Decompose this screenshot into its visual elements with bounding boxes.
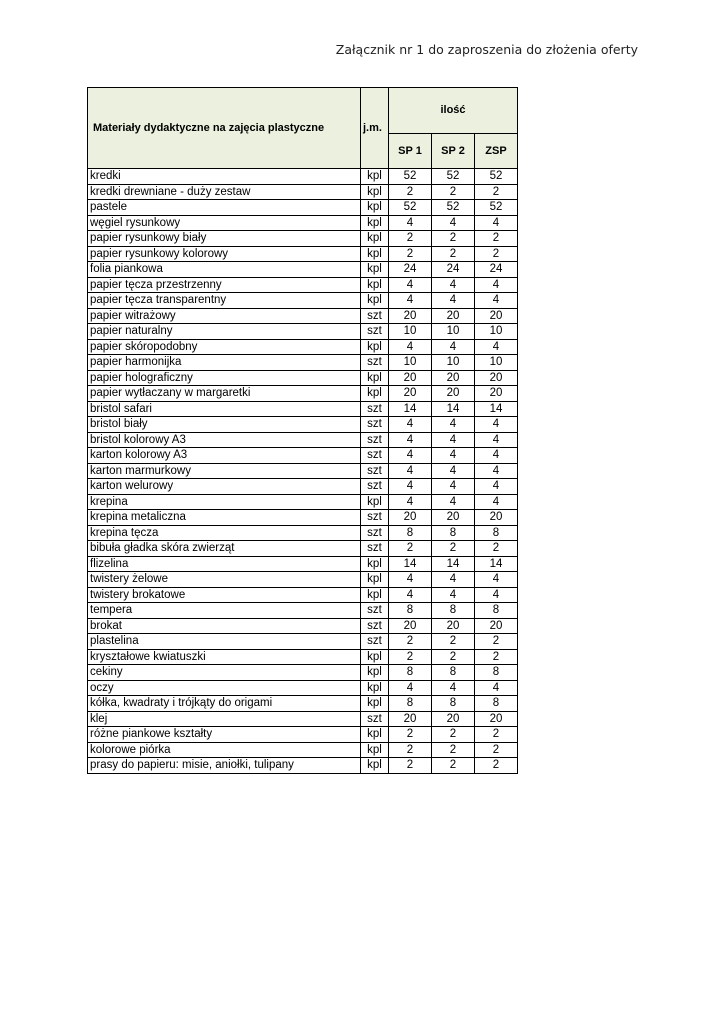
cell-material-name: karton kolorowy A3 [88, 448, 361, 464]
cell-qty-zsp: 20 [475, 370, 518, 386]
column-header-sp1: SP 1 [389, 133, 432, 168]
cell-qty-zsp: 2 [475, 246, 518, 262]
table-row [88, 432, 518, 448]
table-row [88, 417, 518, 433]
cell-material-name: pastele [88, 200, 361, 216]
table-row [88, 479, 518, 495]
cell-material-name: kryształowe kwiatuszki [88, 649, 361, 665]
cell-qty-sp1: 20 [389, 370, 432, 386]
table-row [88, 727, 518, 743]
cell-qty-zsp: 2 [475, 727, 518, 743]
cell-qty-zsp: 20 [475, 510, 518, 526]
cell-qty-sp1: 2 [389, 246, 432, 262]
table-row [88, 556, 518, 572]
materials-table [87, 87, 518, 774]
cell-unit: szt [361, 463, 389, 479]
cell-qty-sp1: 10 [389, 355, 432, 371]
table-row [88, 401, 518, 417]
cell-qty-sp1: 20 [389, 386, 432, 402]
cell-unit: kpl [361, 572, 389, 588]
cell-qty-sp1: 4 [389, 215, 432, 231]
cell-qty-sp2: 2 [432, 742, 475, 758]
cell-material-name: brokat [88, 618, 361, 634]
cell-qty-sp1: 8 [389, 696, 432, 712]
cell-qty-sp2: 20 [432, 386, 475, 402]
table-row [88, 572, 518, 588]
cell-qty-zsp: 4 [475, 494, 518, 510]
cell-qty-sp1: 2 [389, 541, 432, 557]
table-row [88, 587, 518, 603]
table-row [88, 665, 518, 681]
cell-material-name: folia piankowa [88, 262, 361, 278]
cell-material-name: kolorowe piórka [88, 742, 361, 758]
column-header-sp2: SP 2 [432, 133, 475, 168]
table-body [88, 169, 518, 774]
cell-unit: kpl [361, 587, 389, 603]
cell-qty-zsp: 2 [475, 634, 518, 650]
cell-qty-sp1: 8 [389, 525, 432, 541]
cell-qty-sp2: 2 [432, 727, 475, 743]
cell-qty-zsp: 2 [475, 649, 518, 665]
cell-qty-zsp: 8 [475, 665, 518, 681]
cell-qty-zsp: 10 [475, 324, 518, 340]
cell-unit: szt [361, 510, 389, 526]
cell-qty-zsp: 4 [475, 463, 518, 479]
cell-unit: kpl [361, 277, 389, 293]
table-row [88, 184, 518, 200]
cell-qty-sp2: 20 [432, 618, 475, 634]
cell-unit: kpl [361, 200, 389, 216]
cell-unit: kpl [361, 727, 389, 743]
cell-qty-sp2: 10 [432, 355, 475, 371]
cell-qty-zsp: 4 [475, 417, 518, 433]
cell-material-name: kredki drewniane - duży zestaw [88, 184, 361, 200]
table-row [88, 711, 518, 727]
cell-qty-zsp: 20 [475, 618, 518, 634]
cell-qty-sp1: 2 [389, 649, 432, 665]
cell-qty-zsp: 4 [475, 587, 518, 603]
cell-qty-sp2: 20 [432, 308, 475, 324]
cell-qty-zsp: 4 [475, 215, 518, 231]
cell-material-name: krepina metaliczna [88, 510, 361, 526]
cell-qty-zsp: 4 [475, 432, 518, 448]
cell-unit: szt [361, 355, 389, 371]
table-row [88, 370, 518, 386]
cell-unit: kpl [361, 758, 389, 774]
cell-qty-zsp: 2 [475, 541, 518, 557]
cell-material-name: twistery żelowe [88, 572, 361, 588]
cell-unit: kpl [361, 215, 389, 231]
cell-material-name: bristol biały [88, 417, 361, 433]
cell-qty-sp2: 4 [432, 463, 475, 479]
cell-material-name: krepina [88, 494, 361, 510]
cell-unit: kpl [361, 231, 389, 247]
cell-qty-sp1: 8 [389, 665, 432, 681]
cell-material-name: papier rysunkowy kolorowy [88, 246, 361, 262]
cell-material-name: klej [88, 711, 361, 727]
cell-material-name: papier wytłaczany w margaretki [88, 386, 361, 402]
cell-qty-sp1: 2 [389, 758, 432, 774]
table-row [88, 324, 518, 340]
cell-qty-sp2: 4 [432, 448, 475, 464]
cell-unit: szt [361, 711, 389, 727]
table-row [88, 339, 518, 355]
cell-material-name: karton marmurkowy [88, 463, 361, 479]
cell-material-name: prasy do papieru: misie, aniołki, tulipany [88, 758, 361, 774]
cell-material-name: węgiel rysunkowy [88, 215, 361, 231]
table-row [88, 246, 518, 262]
cell-qty-sp1: 24 [389, 262, 432, 278]
cell-unit: kpl [361, 293, 389, 309]
cell-qty-zsp: 8 [475, 603, 518, 619]
cell-material-name: bristol kolorowy A3 [88, 432, 361, 448]
cell-unit: szt [361, 618, 389, 634]
cell-material-name: papier skóropodobny [88, 339, 361, 355]
cell-qty-sp2: 2 [432, 184, 475, 200]
table-row [88, 463, 518, 479]
cell-qty-sp1: 4 [389, 680, 432, 696]
cell-qty-sp1: 4 [389, 277, 432, 293]
cell-unit: szt [361, 448, 389, 464]
cell-qty-zsp: 20 [475, 308, 518, 324]
cell-qty-sp2: 8 [432, 665, 475, 681]
cell-qty-sp1: 4 [389, 339, 432, 355]
cell-qty-sp2: 4 [432, 417, 475, 433]
cell-qty-sp1: 4 [389, 432, 432, 448]
cell-unit: kpl [361, 169, 389, 185]
cell-qty-sp1: 14 [389, 401, 432, 417]
cell-qty-sp1: 20 [389, 711, 432, 727]
cell-material-name: papier harmonijka [88, 355, 361, 371]
table-row [88, 169, 518, 185]
cell-qty-sp2: 8 [432, 525, 475, 541]
cell-qty-sp2: 4 [432, 680, 475, 696]
cell-qty-sp2: 4 [432, 293, 475, 309]
cell-qty-zsp: 20 [475, 386, 518, 402]
cell-qty-zsp: 4 [475, 680, 518, 696]
cell-qty-sp1: 52 [389, 169, 432, 185]
cell-qty-sp2: 8 [432, 696, 475, 712]
cell-unit: kpl [361, 680, 389, 696]
cell-qty-sp2: 20 [432, 370, 475, 386]
cell-unit: szt [361, 541, 389, 557]
cell-qty-sp1: 4 [389, 479, 432, 495]
cell-material-name: papier holograficzny [88, 370, 361, 386]
cell-material-name: tempera [88, 603, 361, 619]
cell-qty-sp2: 14 [432, 556, 475, 572]
cell-qty-zsp: 52 [475, 200, 518, 216]
cell-unit: szt [361, 401, 389, 417]
cell-material-name: papier naturalny [88, 324, 361, 340]
cell-qty-zsp: 4 [475, 572, 518, 588]
cell-unit: kpl [361, 696, 389, 712]
cell-qty-sp2: 4 [432, 215, 475, 231]
table-row [88, 680, 518, 696]
cell-qty-sp2: 4 [432, 572, 475, 588]
cell-unit: kpl [361, 556, 389, 572]
cell-qty-sp2: 2 [432, 649, 475, 665]
cell-material-name: kredki [88, 169, 361, 185]
cell-qty-sp2: 4 [432, 339, 475, 355]
cell-qty-zsp: 52 [475, 169, 518, 185]
cell-material-name: flizelina [88, 556, 361, 572]
cell-qty-zsp: 4 [475, 448, 518, 464]
cell-unit: kpl [361, 386, 389, 402]
cell-unit: szt [361, 603, 389, 619]
cell-qty-zsp: 4 [475, 339, 518, 355]
cell-unit: szt [361, 432, 389, 448]
cell-qty-sp1: 2 [389, 634, 432, 650]
cell-qty-sp1: 4 [389, 572, 432, 588]
column-header-quantity: ilość [389, 88, 518, 134]
cell-qty-zsp: 4 [475, 277, 518, 293]
cell-qty-zsp: 4 [475, 293, 518, 309]
cell-qty-sp2: 24 [432, 262, 475, 278]
cell-qty-sp2: 20 [432, 711, 475, 727]
cell-qty-sp2: 4 [432, 587, 475, 603]
cell-material-name: twistery brokatowe [88, 587, 361, 603]
cell-unit: szt [361, 417, 389, 433]
cell-unit: kpl [361, 370, 389, 386]
cell-qty-sp1: 10 [389, 324, 432, 340]
column-header-zsp: ZSP [475, 133, 518, 168]
cell-qty-sp2: 2 [432, 246, 475, 262]
cell-unit: szt [361, 324, 389, 340]
cell-qty-sp1: 2 [389, 742, 432, 758]
cell-unit: kpl [361, 742, 389, 758]
cell-qty-sp2: 10 [432, 324, 475, 340]
cell-qty-zsp: 4 [475, 479, 518, 495]
cell-unit: kpl [361, 184, 389, 200]
cell-unit: kpl [361, 649, 389, 665]
table-row [88, 277, 518, 293]
cell-qty-zsp: 2 [475, 231, 518, 247]
cell-qty-zsp: 24 [475, 262, 518, 278]
cell-qty-sp1: 20 [389, 510, 432, 526]
cell-qty-sp1: 4 [389, 417, 432, 433]
cell-material-name: papier witrażowy [88, 308, 361, 324]
cell-qty-zsp: 2 [475, 184, 518, 200]
cell-qty-sp1: 20 [389, 308, 432, 324]
table-row [88, 215, 518, 231]
table-row [88, 293, 518, 309]
cell-qty-sp1: 4 [389, 448, 432, 464]
cell-material-name: bibuła gładka skóra zwierząt [88, 541, 361, 557]
cell-unit: kpl [361, 246, 389, 262]
cell-unit: szt [361, 479, 389, 495]
cell-material-name: różne piankowe kształty [88, 727, 361, 743]
cell-qty-sp2: 52 [432, 169, 475, 185]
table-row [88, 200, 518, 216]
cell-qty-sp1: 2 [389, 184, 432, 200]
cell-qty-sp1: 8 [389, 603, 432, 619]
table-row [88, 541, 518, 557]
cell-material-name: bristol safari [88, 401, 361, 417]
cell-qty-sp2: 4 [432, 432, 475, 448]
column-header-materials: Materiały dydaktyczne na zajęcia plastyczne [88, 88, 361, 169]
cell-material-name: papier tęcza przestrzenny [88, 277, 361, 293]
cell-qty-sp2: 2 [432, 758, 475, 774]
table-row [88, 649, 518, 665]
cell-qty-sp1: 2 [389, 727, 432, 743]
cell-qty-sp2: 52 [432, 200, 475, 216]
cell-qty-sp1: 52 [389, 200, 432, 216]
cell-unit: szt [361, 525, 389, 541]
cell-unit: kpl [361, 665, 389, 681]
table-row [88, 386, 518, 402]
cell-qty-sp1: 4 [389, 587, 432, 603]
cell-material-name: plastelina [88, 634, 361, 650]
cell-material-name: kółka, kwadraty i trójkąty do origami [88, 696, 361, 712]
table-header [88, 88, 518, 169]
cell-qty-sp2: 14 [432, 401, 475, 417]
cell-unit: kpl [361, 262, 389, 278]
cell-qty-sp1: 4 [389, 463, 432, 479]
cell-qty-sp1: 4 [389, 293, 432, 309]
cell-qty-sp2: 2 [432, 541, 475, 557]
cell-qty-zsp: 2 [475, 742, 518, 758]
cell-qty-sp2: 4 [432, 494, 475, 510]
table-row [88, 355, 518, 371]
cell-material-name: krepina tęcza [88, 525, 361, 541]
table-row [88, 448, 518, 464]
cell-material-name: oczy [88, 680, 361, 696]
table-row [88, 525, 518, 541]
cell-qty-sp2: 2 [432, 231, 475, 247]
cell-qty-zsp: 14 [475, 401, 518, 417]
cell-qty-sp1: 20 [389, 618, 432, 634]
cell-qty-sp1: 2 [389, 231, 432, 247]
cell-qty-sp1: 14 [389, 556, 432, 572]
table-row [88, 696, 518, 712]
table-row [88, 494, 518, 510]
cell-qty-zsp: 10 [475, 355, 518, 371]
cell-material-name: papier rysunkowy biały [88, 231, 361, 247]
annex-header: Załącznik nr 1 do zaproszenia do złożenia oferty [335, 42, 638, 57]
cell-material-name: karton welurowy [88, 479, 361, 495]
cell-qty-zsp: 20 [475, 711, 518, 727]
table-row [88, 603, 518, 619]
table-row [88, 308, 518, 324]
table-row [88, 618, 518, 634]
cell-qty-zsp: 8 [475, 525, 518, 541]
cell-material-name: cekiny [88, 665, 361, 681]
cell-qty-zsp: 2 [475, 758, 518, 774]
cell-qty-sp2: 8 [432, 603, 475, 619]
cell-qty-zsp: 14 [475, 556, 518, 572]
table-row [88, 231, 518, 247]
cell-unit: kpl [361, 339, 389, 355]
cell-unit: szt [361, 634, 389, 650]
table-row [88, 262, 518, 278]
column-header-unit: j.m. [361, 88, 389, 169]
cell-qty-sp2: 2 [432, 634, 475, 650]
cell-qty-zsp: 8 [475, 696, 518, 712]
table-row [88, 510, 518, 526]
table-row [88, 758, 518, 774]
table-row [88, 634, 518, 650]
cell-qty-sp2: 4 [432, 277, 475, 293]
cell-qty-sp2: 4 [432, 479, 475, 495]
cell-qty-sp2: 20 [432, 510, 475, 526]
cell-material-name: papier tęcza transparentny [88, 293, 361, 309]
cell-unit: szt [361, 308, 389, 324]
cell-unit: kpl [361, 494, 389, 510]
table-row [88, 742, 518, 758]
cell-qty-sp1: 4 [389, 494, 432, 510]
